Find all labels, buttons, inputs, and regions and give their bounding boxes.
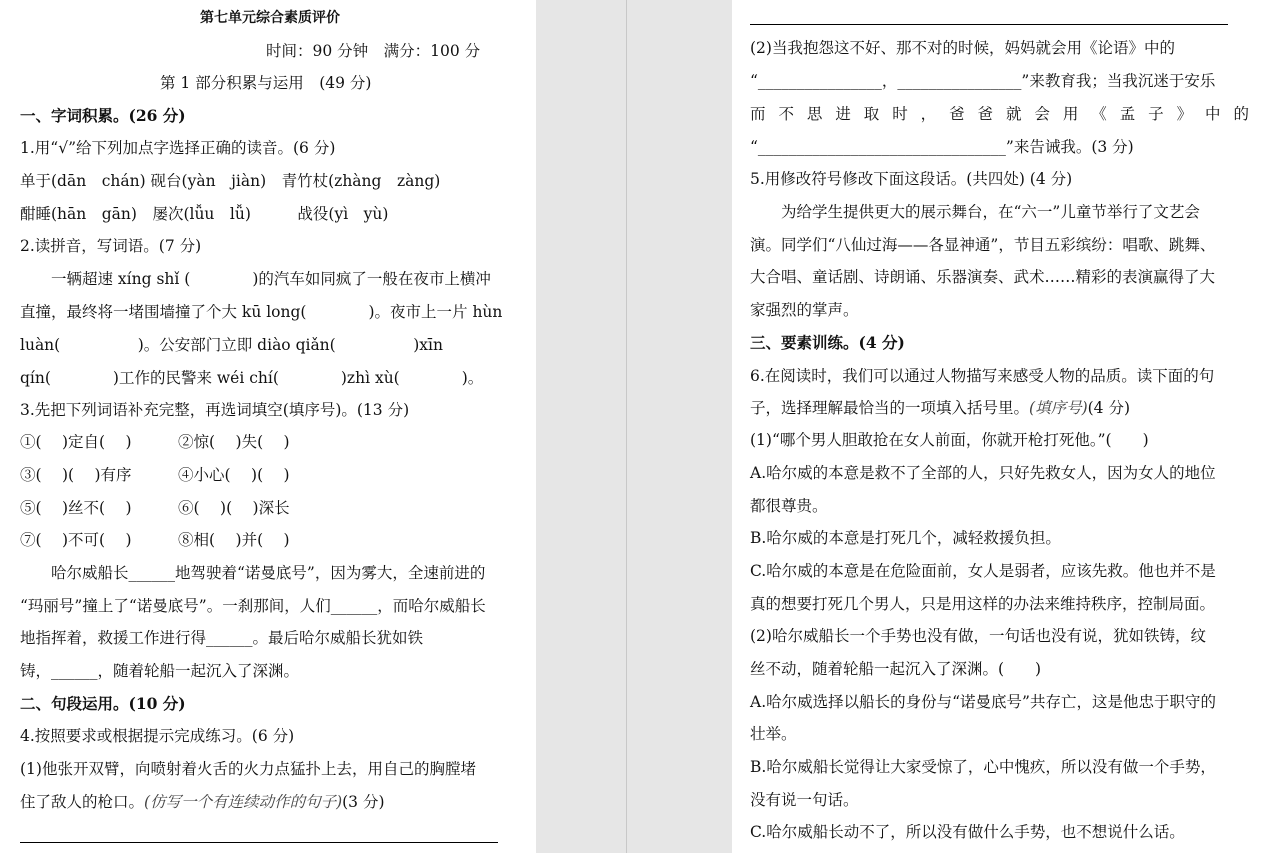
option: A.哈尔威的本意是救不了全部的人，只好先救女人，因为女人的地位 <box>750 464 1216 482</box>
section-heading: 三、要素训练。(4 分) <box>750 333 905 352</box>
section-heading: 一、字词积累。(26 分) <box>20 106 186 125</box>
q6-points: (4 分) <box>1087 399 1131 417</box>
q4-line <box>20 792 385 812</box>
question-6: 6.在阅读时，我们可以通过人物描写来感受人物的品质。读下面的句 <box>750 367 1215 385</box>
q3-row: ①( )定自( ) ②惊( )失( ) <box>20 433 290 451</box>
option: C.哈尔威船长动不了，所以没有做什么手势，也不想说什么话。 <box>750 823 1185 841</box>
option: 没有说一句话。 <box>750 791 859 809</box>
q4-line: (1)他张开双臂，向喷射着火舌的火力点猛扑上去，用自己的胸膛堵 <box>20 760 476 778</box>
q6-hint: (填序号) <box>1029 399 1088 417</box>
page-right <box>732 0 1269 853</box>
q3-passage: 地指挥着，救援工作进行得______。最后哈尔威船长犹如铁 <box>20 629 424 647</box>
q4b-line: “________________，________________”来教育我；当我沉迷于安乐 <box>750 72 1216 90</box>
answer-line <box>20 842 498 843</box>
answer-line <box>750 24 1228 25</box>
q2-line: 直撞，最终将一堵围墙撞了个大 kū long( )。夜市上一片 hùn <box>20 303 503 321</box>
exam-title: 第七单元综合素质评价 <box>200 10 340 26</box>
question-2: 2.读拼音，写词语。(7 分) <box>20 237 202 255</box>
q3-passage: 哈尔威船长______地驾驶着“诺曼底号”，因为雾大，全速前进的 <box>20 564 486 582</box>
question-4: 4.按照要求或根据提示完成练习。(6 分) <box>20 727 295 745</box>
q6-sub: 丝不动，随着轮船一起沉入了深渊。( ) <box>750 660 1042 678</box>
q3-row: ⑦( )不可( ) ⑧相( )并( ) <box>20 531 290 549</box>
q4b-line: 而不思进取时，爸爸就会用《孟子》中的 <box>750 105 1249 123</box>
q6-sub: (1)“哪个男人胆敢抢在女人前面，你就开枪打死他。”( ) <box>750 431 1149 449</box>
q2-line: 一辆超速 xíng shǐ ( )的汽车如同疯了一般在夜市上横冲 <box>20 270 491 288</box>
time-score: 时间：90 分钟 满分：100 分 <box>266 42 481 60</box>
q4-text: 住了敌人的枪口。 <box>20 793 145 811</box>
option: 都很尊贵。 <box>750 497 828 515</box>
q4-hint: (仿写一个有连续动作的句子) <box>144 793 343 811</box>
option: B.哈尔威的本意是打死几个，减轻救援负担。 <box>750 529 1061 547</box>
q1-row: 酣睡(hān gān) 屡次(lǚu lǚ) 战役(yì yù) <box>20 205 389 223</box>
q5-passage: 家强烈的掌声。 <box>750 301 859 319</box>
page-gap-divider <box>626 0 627 853</box>
q3-passage: “玛丽号”撞上了“诺曼底号”。一刹那间，人们______，而哈尔威船长 <box>20 597 486 615</box>
q3-row: ③( )( )有序 ④小心( )( ) <box>20 466 290 484</box>
question-3: 3.先把下列词语补充完整，再选词填空(填序号)。(13 分) <box>20 401 410 419</box>
question-1: 1.用“√”给下列加点字选择正确的读音。(6 分) <box>20 139 336 157</box>
q1-row: 单于(dān chán) 砚台(yàn jiàn) 青竹杖(zhàng zàng) <box>20 172 441 190</box>
q5-passage: 大合唱、童话剧、诗朗诵、乐器演奏、武术……精彩的表演赢得了大 <box>750 268 1216 286</box>
option: 壮举。 <box>750 725 797 743</box>
q6-sub: (2)哈尔威船长一个手势也没有做，一句话也没有说，犹如铁铸，纹 <box>750 627 1206 645</box>
q2-line: qín( )工作的民警来 wéi chí( )zhì xù( )。 <box>20 369 484 387</box>
question-6 <box>750 398 1130 418</box>
option: C.哈尔威的本意是在危险面前，女人是弱者，应该先救。他也并不是 <box>750 562 1216 580</box>
section-heading: 二、句段运用。(10 分) <box>20 694 186 713</box>
part-heading: 第 1 部分积累与运用 (49 分) <box>160 74 372 92</box>
q2-line: luàn( )。公安部门立即 diào qiǎn( )xīn <box>20 336 443 354</box>
q5-passage: 演。同学们“八仙过海——各显神通”，节目五彩缤纷：唱歌、跳舞、 <box>750 236 1216 254</box>
q5-passage: 为给学生提供更大的展示舞台，在“六一”儿童节举行了文艺会 <box>750 203 1200 221</box>
q4b-line: (2)当我抱怨这不好、那不对的时候，妈妈就会用《论语》中的 <box>750 39 1175 57</box>
q3-row: ⑤( )丝不( ) ⑥( )( )深长 <box>20 499 290 517</box>
option: A.哈尔威选择以船长的身份与“诺曼底号”共存亡，这是他忠于职守的 <box>750 693 1216 711</box>
q6-text: 子，选择理解最恰当的一项填入括号里。 <box>750 399 1030 417</box>
q4-points: (3 分) <box>342 793 385 811</box>
option: 真的想要打死几个男人，只是用这样的办法来维持秩序，控制局面。 <box>750 595 1216 613</box>
question-5: 5.用修改符号修改下面这段话。(共四处) (4 分) <box>750 170 1073 188</box>
q4b-line: “________________________________”来告诫我。(3 分) <box>750 138 1134 156</box>
q3-passage: 铸，______，随着轮船一起沉入了深渊。 <box>20 662 300 680</box>
page-left <box>0 0 536 853</box>
option: B.哈尔威船长觉得让大家受惊了，心中愧疚，所以没有做一个手势， <box>750 758 1216 776</box>
